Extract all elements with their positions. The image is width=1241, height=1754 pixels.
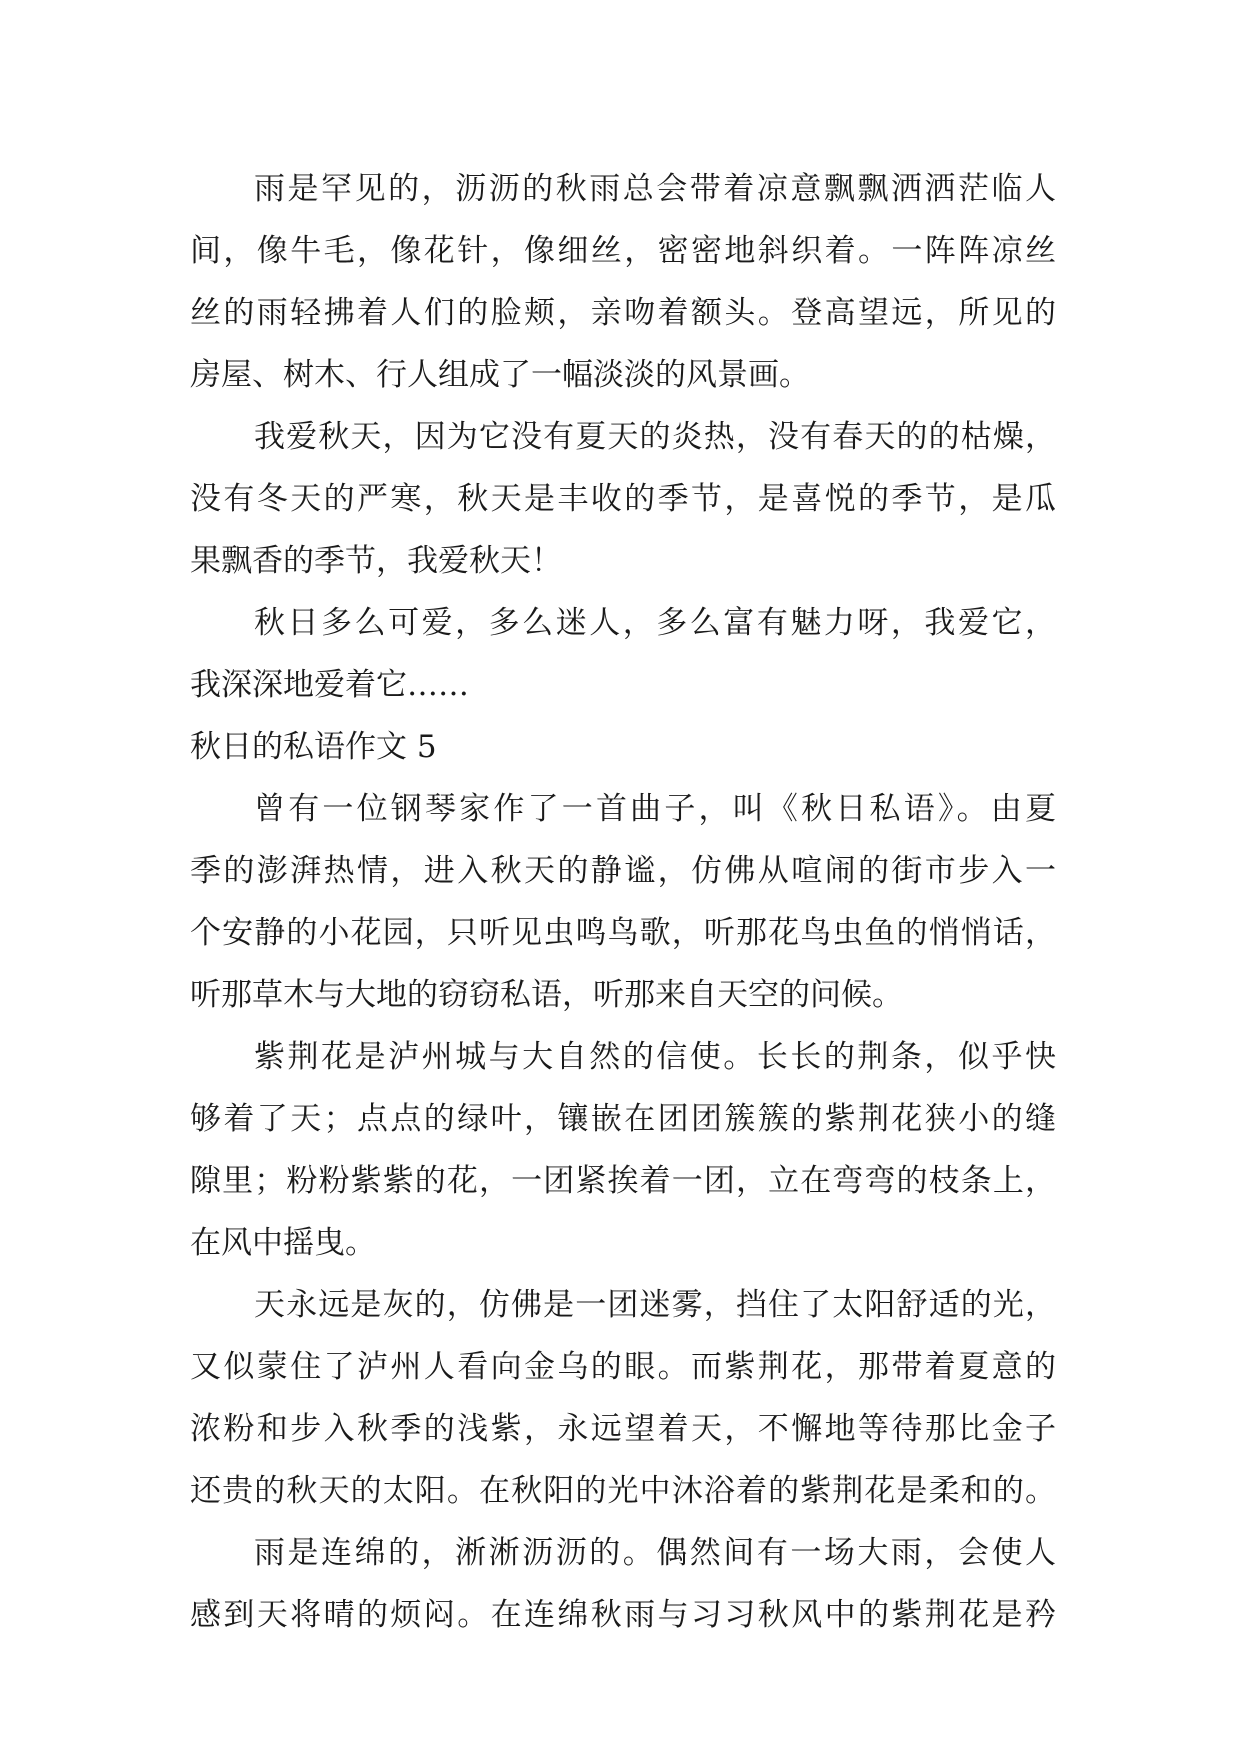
text-line: 感到天将晴的烦闷。在连绵秋雨与习习秋风中的紫荆花是矜 <box>190 1597 1056 1633</box>
text-line: 我爱秋天，因为它没有夏天的炎热，没有春天的的枯燥， <box>254 419 1056 455</box>
text-line: 果飘香的季节，我爱秋天！ <box>190 543 562 579</box>
document-page <box>190 158 1056 1646</box>
text-line: 雨是罕见的，沥沥的秋雨总会带着凉意飘飘洒洒茫临人 <box>254 171 1056 207</box>
text-line: 紫荆花是泸州城与大自然的信使。长长的荆条，似乎快 <box>254 1039 1056 1075</box>
section-heading: 秋日的私语作文 5 <box>190 729 437 765</box>
text-line: 间，像牛毛，像花针，像细丝，密密地斜织着。一阵阵凉丝 <box>190 233 1056 269</box>
text-line: 季的澎湃热情，进入秋天的静谧，仿佛从喧闹的街市步入一 <box>190 853 1056 889</box>
text-line: 我深深地爱着它…… <box>190 667 469 703</box>
text-line: 没有冬天的严寒，秋天是丰收的季节，是喜悦的季节，是瓜 <box>190 481 1056 517</box>
text-line: 够着了天；点点的绿叶，镶嵌在团团簇簇的紫荆花狭小的缝 <box>190 1101 1056 1137</box>
text-line: 天永远是灰的，仿佛是一团迷雾，挡住了太阳舒适的光， <box>254 1287 1056 1323</box>
text-line: 个安静的小花园，只听见虫鸣鸟歌，听那花鸟虫鱼的悄悄话， <box>190 915 1056 951</box>
paragraph <box>190 1274 1056 1522</box>
paragraph <box>190 592 1056 716</box>
paragraph <box>190 1522 1056 1646</box>
text-line: 还贵的秋天的太阳。在秋阳的光中沐浴着的紫荆花是柔和的。 <box>190 1473 1056 1509</box>
text-line: 隙里；粉粉紫紫的花，一团紧挨着一团，立在弯弯的枝条上， <box>190 1163 1056 1199</box>
text-line: 房屋、树木、行人组成了一幅淡淡的风景画。 <box>190 357 810 393</box>
text-line: 雨是连绵的，淅淅沥沥的。偶然间有一场大雨，会使人 <box>254 1535 1056 1571</box>
text-line: 曾有一位钢琴家作了一首曲子，叫《秋日私语》。由夏 <box>254 791 1056 827</box>
paragraph <box>190 1026 1056 1274</box>
text-line: 在风中摇曳。 <box>190 1225 376 1261</box>
paragraph <box>190 158 1056 406</box>
text-line: 浓粉和步入秋季的浅紫，永远望着天，不懈地等待那比金子 <box>190 1411 1056 1447</box>
paragraph <box>190 778 1056 1026</box>
text-line: 又似蒙住了泸州人看向金乌的眼。而紫荆花，那带着夏意的 <box>190 1349 1056 1385</box>
text-line: 秋日多么可爱，多么迷人，多么富有魅力呀，我爱它， <box>254 605 1056 641</box>
text-line: 丝的雨轻拂着人们的脸颊，亲吻着额头。登高望远，所见的 <box>190 295 1056 331</box>
text-line: 听那草木与大地的窃窃私语，听那来自天空的问候。 <box>190 977 903 1013</box>
paragraph <box>190 406 1056 592</box>
